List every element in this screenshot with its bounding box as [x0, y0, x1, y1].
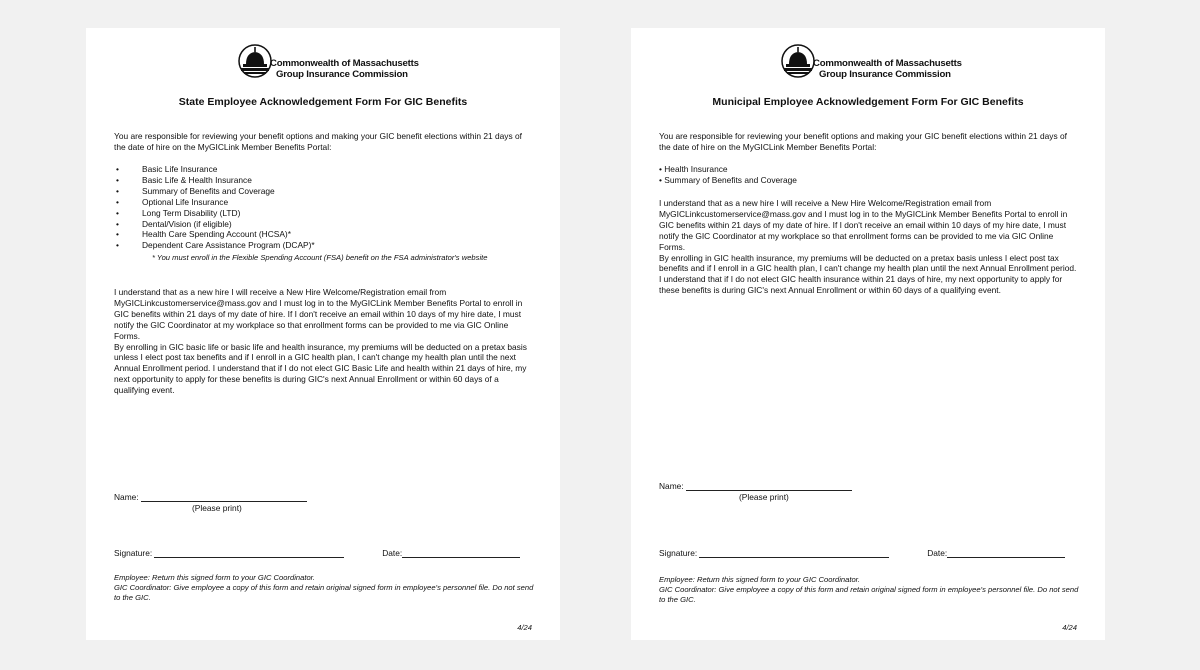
footer-instructions	[114, 573, 534, 603]
form-version: 4/24	[1062, 623, 1077, 632]
gic-logo	[781, 44, 971, 80]
state-house-dome-icon	[781, 44, 815, 78]
name-field[interactable]	[141, 492, 307, 502]
bullet-glyph: •	[116, 164, 119, 174]
signature-label: Signature:	[114, 548, 153, 558]
paragraph-premiums: By enrolling in GIC basic life or basic life and health insurance, my premiums will be deducted on a pretax basis unless I elect post tax benefits and if I enroll in a GIC health plan, I can't change my health plan until the next Annual Enrollment period. I understand that if I do not elect GIC Basic Life and health within 21 days of hire, my next opportunity to apply for these benefits is during GIC's next Annual Enrollment or within 60 days of a qualifying event.	[114, 341, 527, 396]
acknowledgement-text	[114, 287, 534, 396]
name-label: Name:	[114, 492, 139, 502]
intro-text: You are responsible for reviewing your benefit options and making your GIC benefit elections within 21 days of the date of hire on the MyGICLink Member Benefits Portal:	[659, 131, 1067, 152]
date-label: Date:	[382, 548, 403, 558]
org-name: Commonwealth of Massachusetts	[813, 58, 962, 69]
paragraph-new-hire: I understand that as a new hire I will receive a New Hire Welcome/Registration email from MyGICLinkcustomerservice@mass.gov and I must log in to the MyGICLink Member Benefits Portal to enroll in GIC benefits within 21 days of my date of hire. If I don't receive an email within 10 days of my hire date, I must notify the GIC Coordinator at my workplace so that enrollment forms can be provided to me via GIC Online Forms.	[114, 287, 523, 341]
gic-logo	[238, 44, 428, 80]
list-item: • Dependent Care Assistance Program (DCAP)*	[116, 240, 315, 251]
name-row	[114, 492, 307, 502]
list-item: • Basic Life Insurance	[116, 164, 218, 174]
page-title: State Employee Acknowledgement Form For GIC Benefits	[178, 96, 468, 108]
footer-coordinator: GIC Coordinator: Give employee a copy of this form and retain original signed form in employee's personnel file. Do not send to the GIC.	[114, 583, 534, 602]
list-item: • Summary of Benefits and Coverage	[659, 174, 797, 185]
list-item: • Long Term Disability (LTD)	[116, 207, 241, 218]
org-subtitle: Group Insurance Commission	[276, 69, 408, 80]
form-version: 4/24	[517, 623, 532, 632]
list-item: • Summary of Benefits and Coverage	[116, 185, 275, 196]
date-field[interactable]	[947, 548, 1065, 558]
print-hint: (Please print)	[739, 492, 789, 502]
signature-field[interactable]	[699, 548, 889, 558]
bullet-glyph: •	[116, 174, 119, 185]
state-form-page	[86, 28, 560, 640]
date-field[interactable]	[402, 548, 520, 558]
name-row	[659, 481, 852, 491]
print-hint: (Please print)	[192, 503, 242, 513]
benefit-list	[659, 164, 797, 186]
bullet-glyph: •	[116, 240, 119, 251]
municipal-form-page	[631, 28, 1105, 640]
state-house-dome-icon	[238, 44, 272, 78]
bullet-glyph: •	[116, 218, 119, 229]
list-item: • Basic Life & Health Insurance	[116, 174, 252, 185]
bullet-glyph: •	[116, 196, 119, 207]
bullet-glyph: •	[116, 185, 119, 196]
paragraph-new-hire: I understand that as a new hire I will receive a New Hire Welcome/Registration email from MyGICLinkcustomerservice@mass.gov and I must log in to the MyGICLink Member Benefits Portal to enroll in GIC benefits within 21 days of my date of hire. If I don't receive an email within 10 days of my hire date, I must notify the GIC Coordinator at my workplace so that enrollment forms can be provided to me via GIC Online Forms.	[659, 198, 1068, 252]
org-subtitle: Group Insurance Commission	[819, 69, 951, 80]
signature-row	[659, 548, 1065, 558]
footer-employee: Employee: Return this signed form to your GIC Coordinator.	[659, 575, 861, 584]
signature-field[interactable]	[154, 548, 344, 558]
footer-instructions	[659, 575, 1079, 605]
list-item: • Dental/Vision (if eligible)	[116, 218, 232, 229]
signature-label: Signature:	[659, 548, 698, 558]
acknowledgement-text	[659, 198, 1079, 296]
signature-row	[114, 548, 520, 558]
list-item: • Health Care Spending Account (HCSA)*	[116, 229, 291, 240]
benefit-list	[114, 164, 315, 251]
bullet-glyph: •	[116, 207, 119, 218]
list-item: • Optional Life Insurance	[116, 196, 229, 207]
footer-coordinator: GIC Coordinator: Give employee a copy of this form and retain original signed form in employee's personnel file. Do not send to the GIC.	[659, 585, 1079, 604]
paragraph-premiums: By enrolling in GIC health insurance, my premiums will be deducted on a pretax basis unless I elect post tax benefits and if I enroll in a GIC health plan, I can't change my health plan until the next Annual Enrollment period. I understand that if I do not elect GIC health insurance within 21 days of hire, my next opportunity to apply for these benefits is during GIC's next Annual Enrollment or within 60 days of a qualifying event.	[659, 252, 1077, 296]
intro-text: You are responsible for reviewing your benefit options and making your GIC benefit elections within 21 days of the date of hire on the MyGICLink Member Benefits Portal:	[114, 131, 522, 152]
name-label: Name:	[659, 481, 684, 491]
bullet-glyph: •	[116, 229, 119, 240]
footer-employee: Employee: Return this signed form to your GIC Coordinator.	[114, 573, 316, 582]
date-label: Date:	[927, 548, 948, 558]
name-field[interactable]	[686, 481, 852, 491]
org-name: Commonwealth of Massachusetts	[270, 58, 419, 69]
fsa-note: * You must enroll in the Flexible Spending Account (FSA) benefit on the FSA administrator's website	[152, 253, 488, 262]
page-title: Municipal Employee Acknowledgement Form For GIC Benefits	[712, 96, 1024, 108]
list-item: • Health Insurance	[659, 164, 728, 174]
